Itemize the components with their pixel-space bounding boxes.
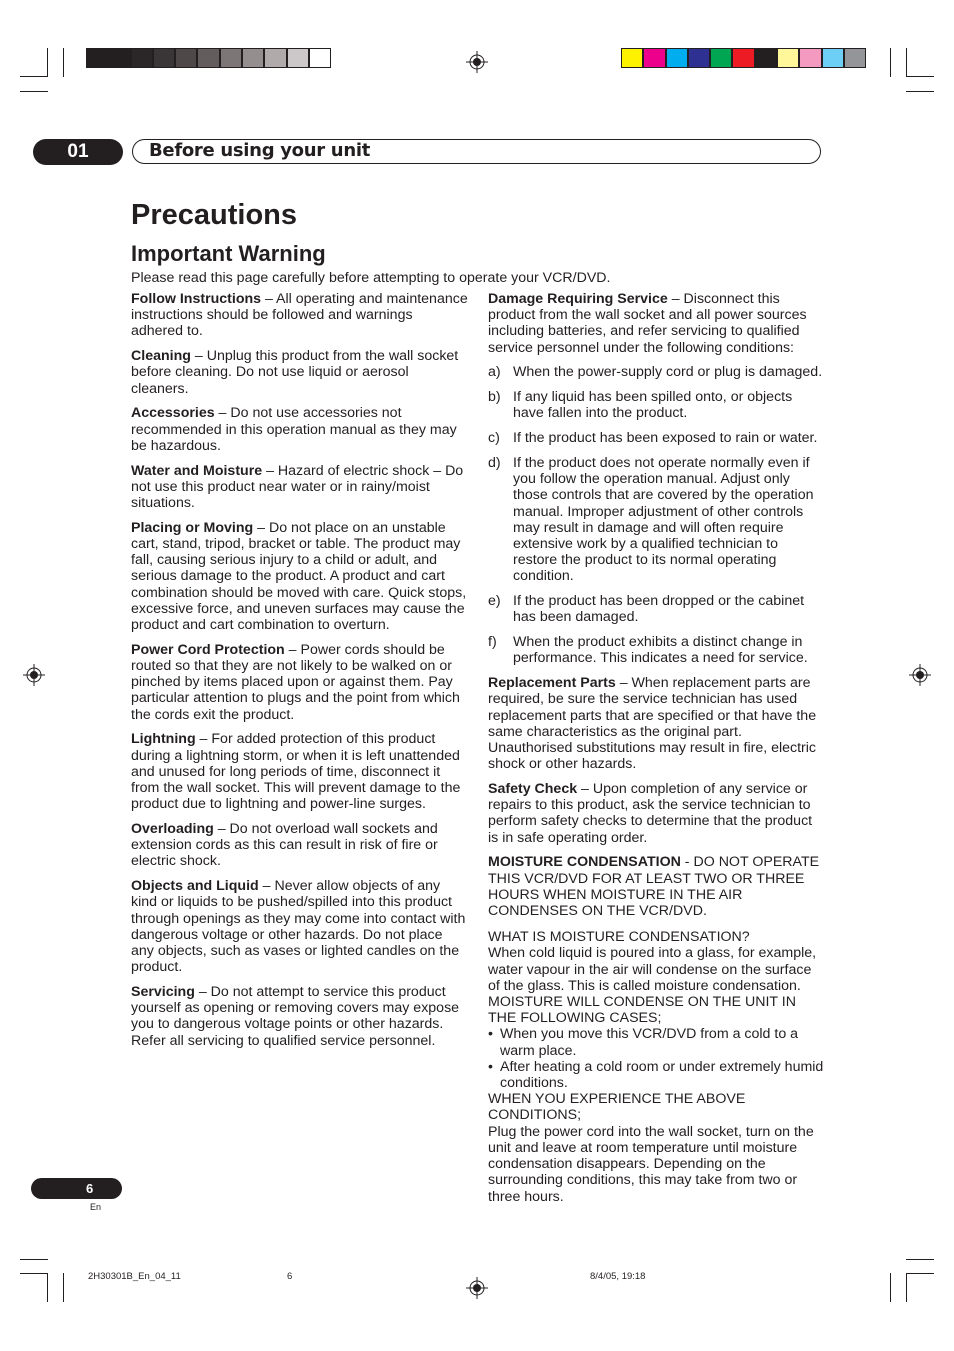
calibration-swatch <box>643 48 665 68</box>
condition-item: b) If any liquid has been spilled onto, or objects have fallen into the product. <box>488 389 793 422</box>
precaution-item: Power Cord Protection – Power cords should be routed so that they are not likely to be walked on or pinched by items placed upon or against them. Pay particular attention to plugs and the point from which the cords exit the product. <box>131 641 460 723</box>
left-column <box>131 291 468 1057</box>
calibration-swatch <box>755 48 777 68</box>
calibration-swatch <box>264 48 286 68</box>
page-number-badge: 6 <box>31 1178 122 1199</box>
calibration-swatch <box>220 48 242 68</box>
precaution-item: Objects and Liquid – Never allow objects of any kind or liquids to be pushed/spilled into this product through openings as they may come into contact with dangerous voltage or other hazards. Do not place any objects, such as vases or lighted candles on the product. <box>131 878 466 976</box>
precaution-item: Replacement Parts – When replacement parts are required, be sure the service technician has used replacement parts that are specified or that have the same characteristics as the original part. Unauthorised substitutions may result in fire, electric shock or other hazards. <box>488 675 817 773</box>
color-calibration-bar <box>621 48 866 68</box>
section-title: Important Warning <box>131 241 326 266</box>
right-column <box>488 291 824 1205</box>
bullet-item: • After heating a cold room or under extremely humid conditions. <box>488 1058 824 1092</box>
calibration-swatch <box>799 48 821 68</box>
page-title: Precautions <box>131 199 297 231</box>
registration-mark-icon <box>23 664 45 686</box>
calibration-swatch <box>242 48 264 68</box>
condition-item: d) If the product does not operate normally even if you follow the operation manual. Adjust only those controls that are covered by the operation manual. Improper adjustment of other controls may result in damage and will often require extensive work by a qualified technician to restore the product to its normal operating condition. <box>488 455 814 585</box>
precaution-item: Accessories – Do not use accessories not recommended in this operation manual as they may be hazardous. <box>131 405 457 454</box>
bullet-item: • When you move this VCR/DVD from a cold to a warm place. <box>488 1026 799 1059</box>
condition-item: f) When the product exhibits a distinct change in performance. This indicates a need for service. <box>488 634 808 667</box>
precaution-item: Follow Instructions – All operating and maintenance instructions should be followed and warnings adhered to. <box>131 291 468 340</box>
moisture-explanation <box>488 929 824 1204</box>
footer-file-id: 2H30301B_En_04_11 <box>88 1271 181 1282</box>
registration-mark-icon <box>466 51 488 73</box>
precaution-item: Damage Requiring Service – Disconnect this product from the wall socket and all power sources including batteries, and refer servicing to qualified service personnel under the following conditions: <box>488 291 807 356</box>
condition-item: c) If the product has been exposed to rain or water. <box>488 430 818 447</box>
precaution-item: Servicing – Do not attempt to service this product yourself as opening or removing covers may expose you to dangerous voltage points or other hazards. Refer all servicing to qualified service personnel. <box>131 984 460 1049</box>
conditions-heading: WHEN YOU EXPERIENCE THE ABOVE CONDITIONS; <box>488 1091 746 1124</box>
calibration-swatch <box>710 48 732 68</box>
language-label: En <box>90 1202 102 1212</box>
calibration-swatch <box>777 48 799 68</box>
registration-mark-icon <box>466 1277 488 1299</box>
calibration-swatch <box>197 48 219 68</box>
precaution-item: Water and Moisture – Hazard of electric shock – Do not use this product near water or in rainy/moist situations. <box>131 462 464 512</box>
footer-date: 8/4/05, 19:18 <box>590 1271 646 1282</box>
calibration-swatch <box>844 48 866 68</box>
calibration-swatch <box>175 48 197 68</box>
instructions-text: Plug the power cord into the wall socket, turn on the unit and leave at room temperature until moisture condensation disappears. Depending on the surrounding conditions, this may take from two or three hours. <box>488 1123 814 1205</box>
precaution-item: Safety Check – Upon completion of any service or repairs to this product, ask the service technician to perform safety checks to determine that the product is in safe operating order. <box>488 781 813 846</box>
calibration-swatch <box>309 48 331 68</box>
registration-mark-icon <box>909 664 931 686</box>
moisture-text: When cold liquid is poured into a glass, for example, water vapour in the air will condense on the surface of the glass. This is called moisture condensation. MOISTURE WILL CONDENSE ON THE UNIT IN THE FOLLOWING CASES; <box>488 945 817 1027</box>
condition-item: e) If the product has been dropped or the cabinet has been damaged. <box>488 593 805 626</box>
grayscale-calibration-bar <box>86 48 331 68</box>
precaution-item: Lightning – For added protection of this product during a lightning storm, or when it is left unattended and unused for long periods of time, disconnect it from the wall socket. This will prevent damage to the product due to lightning and power-line surges. <box>131 731 461 813</box>
intro-text: Please read this page carefully before attempting to operate your VCR/DVD. <box>131 270 611 286</box>
calibration-swatch <box>688 48 710 68</box>
chapter-number-badge: 01 <box>33 139 123 165</box>
calibration-swatch <box>287 48 309 68</box>
calibration-swatch <box>666 48 688 68</box>
calibration-swatch <box>86 48 108 68</box>
precaution-item: Cleaning – Unplug this product from the wall socket before cleaning. Do not use liquid or aerosol cleaners. <box>131 348 459 397</box>
calibration-swatch <box>108 48 130 68</box>
calibration-swatch <box>153 48 175 68</box>
moisture-warning: MOISTURE CONDENSATION - DO NOT OPERATE THIS VCR/DVD FOR AT LEAST TWO OR THREE HOURS WHEN MOISTURE IN THE AIR CONDENSES ON THE VCR/DVD. <box>488 854 820 920</box>
moisture-heading: WHAT IS MOISTURE CONDENSATION? <box>488 929 750 946</box>
precaution-item: Overloading – Do not overload wall sockets and extension cords as this can result in risk of fire or electric shock. <box>131 821 438 870</box>
precaution-item: Placing or Moving – Do not place on an unstable cart, stand, tripod, bracket or table. The product may fall, causing serious injury to a child or adult, and serious damage to the product. A product and cart combination should be moved with care. Quick stops, excessive force, and uneven surfaces may cause the product and cart combination to overturn. <box>131 519 467 634</box>
calibration-swatch <box>131 48 153 68</box>
chapter-title: Before using your unit <box>149 140 371 161</box>
calibration-swatch <box>621 48 643 68</box>
condition-item: a) When the power-supply cord or plug is damaged. <box>488 364 823 381</box>
calibration-swatch <box>732 48 754 68</box>
footer-page: 6 <box>287 1271 293 1282</box>
calibration-swatch <box>822 48 844 68</box>
